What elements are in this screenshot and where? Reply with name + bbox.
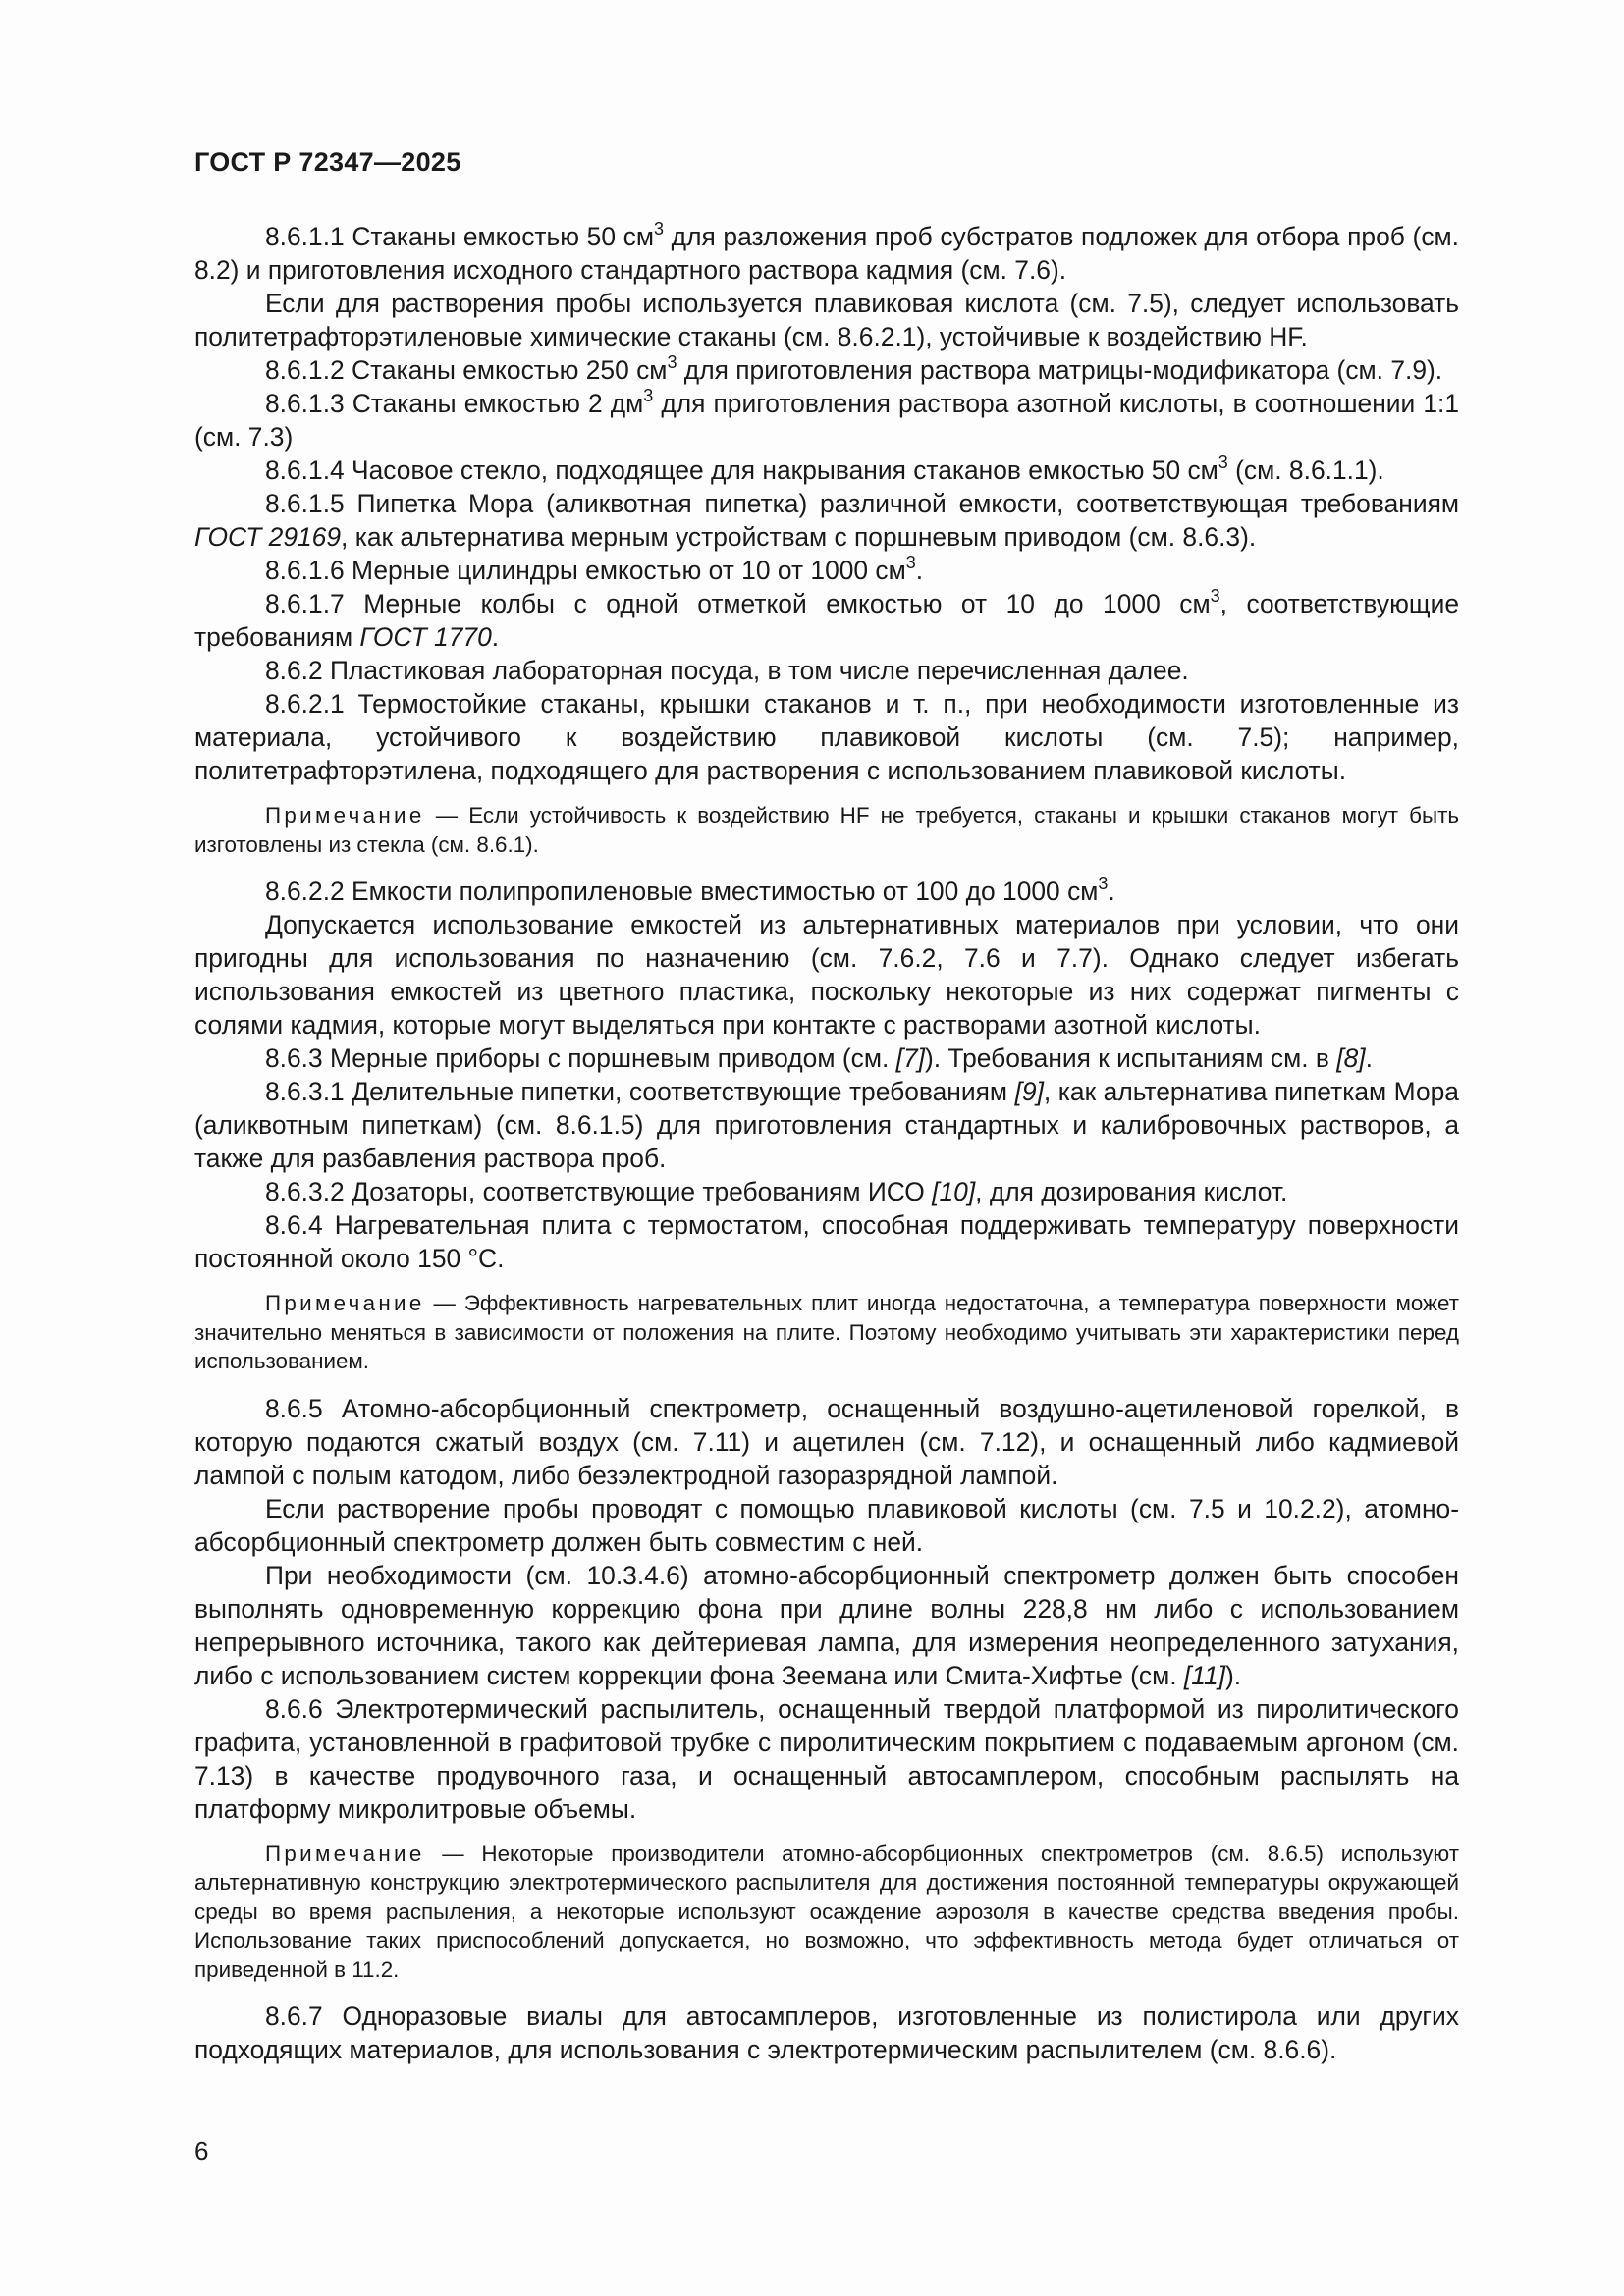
paragraph: 8.6.7 Одноразовые виалы для автосамплеров, изготовленные из полистирола или других подходящих материалов, для использования с электротермическим распылителем (см. 8.6.6). — [194, 2002, 1459, 2064]
paragraph: 8.6.2 Пластиковая лабораторная посуда, в том числе перечисленная далее. — [265, 656, 1189, 685]
paragraph: 8.6.4 Нагревательная плита с термостатом, способная поддерживать температуру поверхности постоянной около 150 °C. — [194, 1210, 1459, 1273]
paragraph: 8.6.1.7 Мерные колбы с одной отметкой емкостью от 10 до 1000 $см^3$, соответствующие требованиям ГОСТ 1770. — [194, 586, 1459, 652]
paragraph: Допускается использование емкостей из альтернативных материалов при условии, что они пригодны для использования по назначению (см. 7.6.2, 7.6 и 7.7). Однако следует избегать использования емкостей из цветного пластика, поскольку некоторые из них содержат пигменты с солями кадмия, которые могут выделяться при контакте с растворами азотной кислоты. — [194, 910, 1459, 1040]
note-label: Примечание — [265, 1291, 425, 1315]
paragraph: 8.6.1.6 Мерные цилиндры емкостью от 10 от 1000 $см^3$. — [265, 553, 924, 585]
paragraph: 8.6.1.5 Пипетка Мора (аликвотная пипетка) различной емкости, соответствующая требованиям ГОСТ 29169, как альтернатива мерным устройствам с поршневым приводом (см. 8.6.3). — [194, 489, 1459, 552]
paragraph: 8.6.1.1 Стаканы емкостью 50 $см^3$ для разложения проб субстратов подложек для отбора проб (см. 8.2) и приготовления исходного стандартного раствора кадмия (см. 7.6). — [194, 219, 1459, 285]
page-number: 6 — [194, 2136, 209, 2165]
bibliography-reference: [10] — [932, 1177, 976, 1206]
bibliography-reference: [7] — [895, 1043, 925, 1073]
paragraph: 8.6.3.2 Дозаторы, соответствующие требованиям ИСО [10], для дозирования кислот. — [265, 1177, 1288, 1206]
paragraph: 8.6.1.4 Часовое стекло, подходящее для накрывания стаканов емкостью 50 $см^3$ (см. 8.6.1.1). — [265, 453, 1384, 485]
paragraph: 8.6.2.2 Емкости полипропиленовые вместимостью от 100 до 1000 $см^3$. — [265, 874, 1115, 906]
paragraph: 8.6.5 Атомно-абсорбционный спектрометр, оснащенный воздушно-ацетиленовой горелкой, в которую подаются сжатый воздух (см. 7.11) и ацетилен (см. 7.12), и оснащенный либо кадмиевой лампой с полым катодом, либо безэлектродной газоразрядной лампой. — [194, 1393, 1459, 1490]
note-label: Примечание — [265, 1841, 425, 1866]
bibliography-reference: [11] — [1183, 1660, 1225, 1690]
note-label: Примечание — [265, 803, 425, 828]
document-body — [194, 220, 1459, 2066]
paragraph: Если для растворения пробы используется плавиковая кислота (см. 7.5), следует использовать политетрафторэтиленовые химические стаканы (см. 8.6.2.1), устойчивые к воздействию HF. — [194, 289, 1459, 351]
paragraph: 8.6.3.1 Делительные пипетки, соответствующие требованиям [9], как альтернатива пипеткам Мора (аликвотным пипеткам) (см. 8.6.1.5) для приготовления стандартных и калибровочных растворов, а также для разбавления раствора проб. — [194, 1077, 1459, 1173]
standard-reference: ГОСТ 29169 — [194, 522, 342, 552]
standard-reference: ГОСТ 1770 — [359, 622, 492, 652]
note: Примечание — Если устойчивость к воздействию HF не требуется, стаканы и крышки стаканов могут быть изготовлены из стекла (см. 8.6.1). — [194, 803, 1459, 857]
paragraph: 8.6.3 Мерные приборы с поршневым приводом (см. [7]). Требования к испытаниям см. в [8]. — [265, 1043, 1373, 1073]
paragraph: При необходимости (см. 10.3.4.6) атомно-абсорбционный спектрометр должен быть способен выполнять одновременную коррекцию фона при длине волны 228,8 нм либо с использованием непрерывного источника, такого как дейтериевая лампа, для измерения неопределенного затухания, либо с использованием систем коррекции фона Зеемана или Смита-Хифтье (см. [11]). — [194, 1560, 1459, 1690]
bibliography-reference: [9] — [1014, 1077, 1044, 1106]
paragraph: 8.6.2.1 Термостойкие стаканы, крышки стаканов и т. п., при необходимости изготовленные из материала, устойчивого к воздействию плавиковой кислоты (см. 7.5); например, политетрафторэтилена, подходящего для растворения с использованием плавиковой кислоты. — [194, 689, 1459, 785]
paragraph: 8.6.1.3 Стаканы емкостью 2 $дм^3$ для приготовления раствора азотной кислоты, в соотношении 1:1 (см. 7.3) — [194, 386, 1460, 452]
document-header: ГОСТ Р 72347—2025 — [194, 147, 461, 177]
paragraph: 8.6.6 Электротермический распылитель, оснащенный твердой платформой из пиролитического графита, установленной в графитовой трубке с пиролитическим покрытием с подаваемым аргоном (см. 7.13) в качестве продувочного газа, и оснащенный автосамплером, способным распылять на платформу микролитровые объемы. — [194, 1693, 1459, 1824]
note: Примечание — Некоторые производители атомно-абсорбционных спектрометров (см. 8.6.5) используют альтернативную конструкцию электротермического распылителя для достижения постоянной температуры окружающей среды во время распыления, а некоторые используют осаждение аэрозоля в качестве средства введения пробы. Использование таких приспособлений допускается, но возможно, что эффективность метода будет отличаться от приведенной в 11.2. — [194, 1841, 1459, 1982]
paragraph: Если растворение пробы проводят с помощью плавиковой кислоты (см. 7.5 и 10.2.2), атомно-абсорбционный спектрометр должен быть совместим с ней. — [194, 1493, 1459, 1557]
note: Примечание — Эффективность нагревательных плит иногда недостаточна, а температура поверхности может значительно меняться в зависимости от положения на плите. Поэтому необходимо учитывать эти характеристики перед использованием. — [194, 1291, 1459, 1373]
bibliography-reference: [8] — [1336, 1043, 1366, 1073]
paragraph: 8.6.1.2 Стаканы емкостью 250 $см^3$ для приготовления раствора матрицы-модификатора (см. 7.9). — [265, 352, 1443, 385]
